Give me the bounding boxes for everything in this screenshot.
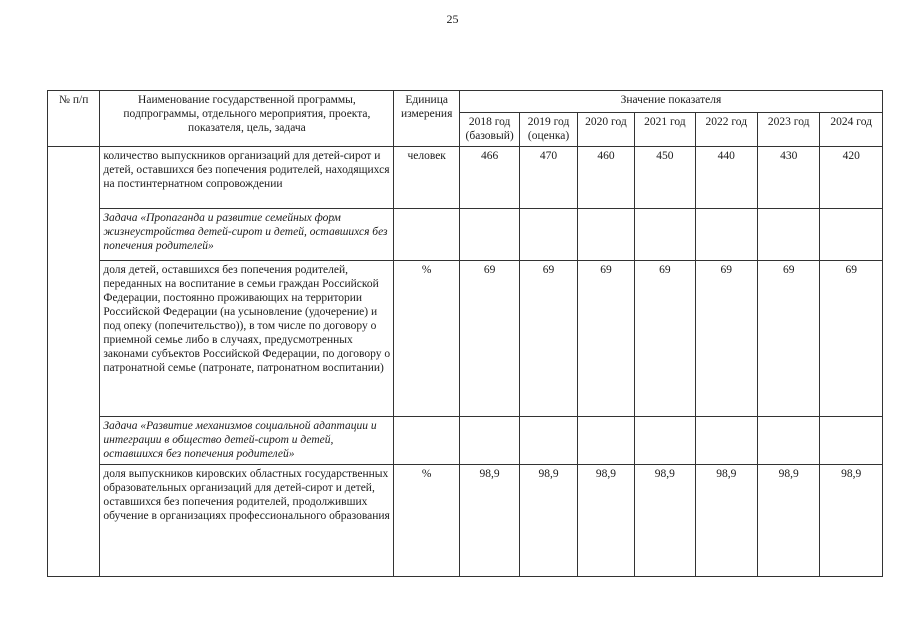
header-year: 2023 год — [758, 113, 820, 147]
value-cell: 440 — [695, 147, 757, 209]
empty-cell — [459, 209, 519, 261]
empty-cell — [695, 417, 757, 465]
header-year: 2018 год (базовый) — [459, 113, 519, 147]
value-cell: 420 — [820, 147, 883, 209]
indicator-name: доля детей, оставшихся без попечения родителей, переданных на воспитание в семьи граждан Российской Федерации, постоянно проживающих на территории Российской Федерации (на усыновление (удочерение) и под опеку (попечительство)), в том числе по договору о приемной семье либо в случаях, предусмотренных законами субъектов Российской Федерации, по договору о патронатной семье (патронате, патронатном воспитании) — [100, 261, 394, 417]
empty-cell — [577, 209, 634, 261]
empty-cell — [820, 209, 883, 261]
header-year: 2022 год — [695, 113, 757, 147]
header-name: Наименование государственной программы, подпрограммы, отдельного мероприятия, проекта, показателя, цель, задача — [100, 91, 394, 147]
table-row — [48, 147, 883, 209]
empty-cell — [695, 209, 757, 261]
value-cell: 98,9 — [459, 465, 519, 577]
row-num-cell — [48, 147, 100, 577]
empty-cell — [758, 417, 820, 465]
value-cell: 69 — [520, 261, 577, 417]
value-cell: 430 — [758, 147, 820, 209]
empty-cell — [820, 417, 883, 465]
empty-cell — [459, 417, 519, 465]
value-cell: 69 — [635, 261, 695, 417]
empty-cell — [394, 209, 459, 261]
header-year: 2024 год — [820, 113, 883, 147]
value-cell: 98,9 — [758, 465, 820, 577]
value-cell: 450 — [635, 147, 695, 209]
header-unit: Единица измерения — [394, 91, 459, 147]
indicator-name: количество выпускников организаций для детей-сирот и детей, оставшихся без попечения родителей, находящихся на постинтернатном сопровождении — [100, 147, 394, 209]
table-row — [48, 417, 883, 465]
value-cell: 69 — [695, 261, 757, 417]
table-row — [48, 465, 883, 577]
task-name: Задача «Развитие механизмов социальной адаптации и интеграции в общество детей-сирот и детей, оставшихся без попечения родителей» — [100, 417, 394, 465]
value-cell: 98,9 — [820, 465, 883, 577]
value-cell: 466 — [459, 147, 519, 209]
value-cell: 69 — [577, 261, 634, 417]
task-name: Задача «Пропаганда и развитие семейных форм жизнеустройства детей-сирот и детей, оставшихся без попечения родителей» — [100, 209, 394, 261]
value-cell: 98,9 — [695, 465, 757, 577]
page-number: 25 — [446, 12, 459, 26]
value-cell: 69 — [459, 261, 519, 417]
empty-cell — [635, 417, 695, 465]
empty-cell — [394, 417, 459, 465]
empty-cell — [520, 209, 577, 261]
value-cell: 460 — [577, 147, 634, 209]
value-cell: 98,9 — [577, 465, 634, 577]
table-row — [48, 209, 883, 261]
value-cell: 69 — [758, 261, 820, 417]
header-year: 2019 год (оценка) — [520, 113, 577, 147]
header-year: 2021 год — [635, 113, 695, 147]
table-row — [48, 261, 883, 417]
header-year: 2020 год — [577, 113, 634, 147]
empty-cell — [520, 417, 577, 465]
indicators-table — [47, 90, 883, 577]
empty-cell — [635, 209, 695, 261]
indicator-name: доля выпускников кировских областных государственных образовательных организаций для детей-сирот и детей, оставшихся без попечения родителей, продолживших обучение в организациях профессионального образования — [100, 465, 394, 577]
header-value-group: Значение показателя — [459, 91, 882, 113]
empty-cell — [577, 417, 634, 465]
indicator-unit: % — [394, 465, 459, 577]
value-cell: 69 — [820, 261, 883, 417]
value-cell: 98,9 — [635, 465, 695, 577]
header-num: № п/п — [48, 91, 100, 147]
empty-cell — [758, 209, 820, 261]
value-cell: 470 — [520, 147, 577, 209]
indicator-unit: человек — [394, 147, 459, 209]
indicator-unit: % — [394, 261, 459, 417]
value-cell: 98,9 — [520, 465, 577, 577]
